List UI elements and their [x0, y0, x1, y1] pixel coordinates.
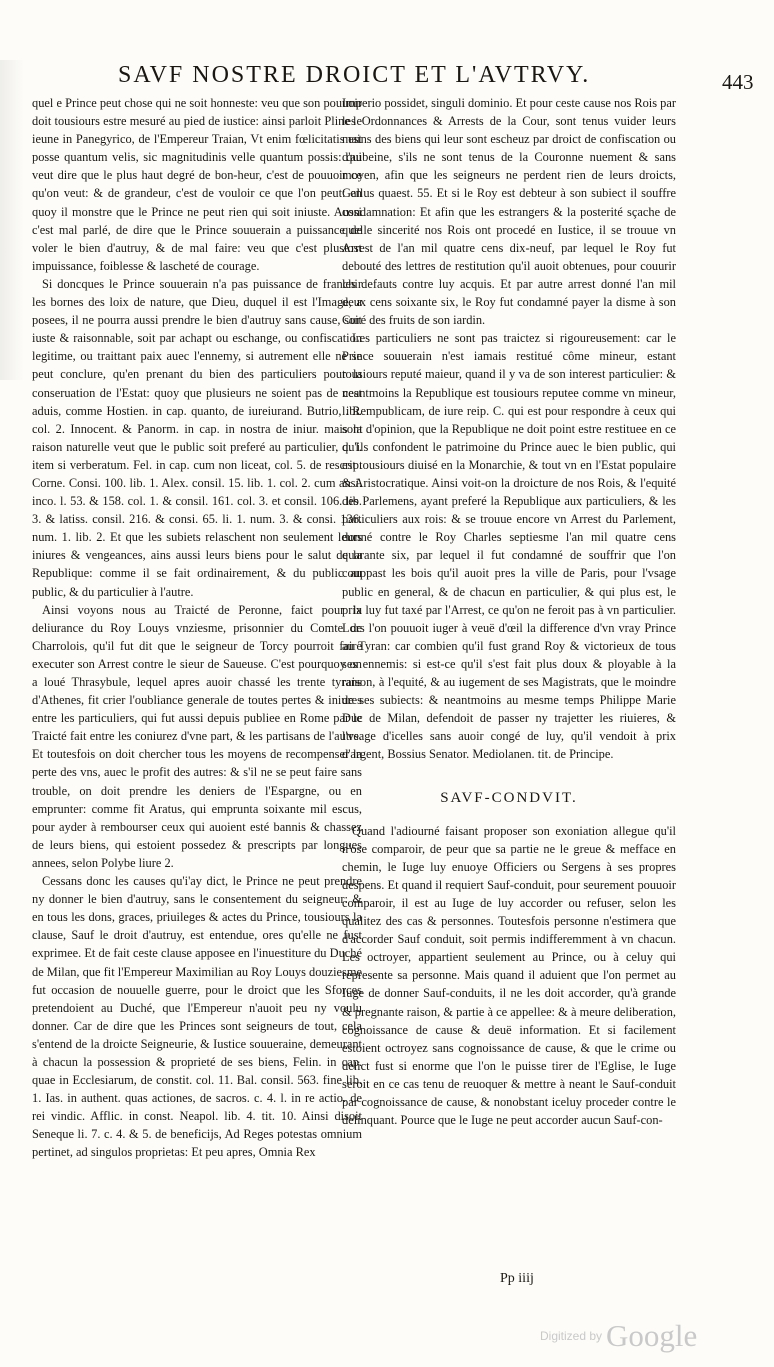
left-paragraph: Cessans donc les causes qu'i'ay dict, le Prince ne peut prendre ny donner le bien d'autruy, sans le consentement du seigneur: & en tous les dons, graces, priuileges & actes du Prince, tousiours la clause, Sauf le droit d'autruy, est entendue, ores qu'elle ne fust exprimee. Et de fait ceste clause apposee en l'inuestiture du Duché de Milan, que fit l'Empereur Maximilian au Roy Louys douziesme fut occasion de nouuelle guerre, pour le droict que les Sforces pretendoient au Duché, que l'Empereur n'auoit peu ny voulu donner. Car de dire que les Princes sont seigneurs de tout, cela s'entend de la droicte Seigneurie, & Iustice souueraine, demeurant à chacun la possession & proprieté de ses biens, Felin. in cap. quae in Ecclesiarum, de constit. col. 11. Bal. consil. 563. fine lib. 1. Ias. in authent. quas actiones, de sacros. c. 4. l. in re actio. de rei vindic. Afflic. in const. Neapol. lib. 4. tit. 10. Ainsi disoit Seneque li. 7. c. 4. & 5. de beneficijs, Ad Reges potestas omnium pertinet, ad singulos proprietas: Et peu apres, Omnia Rex — [32, 874, 362, 1160]
google-logo: Google — [606, 1318, 698, 1353]
left-column — [32, 94, 362, 1274]
left-paragraph: quel e Prince peut chose qui ne soit honneste: veu que son pouuoir doit tousiours estre mesuré au pied de iustice: ainsi parloit Pline le ieune in Panegyrico, de l'Empereur Traian, Vt enim fœlicitatis est posse quantum velis, sic magnitudinis velle quantum possis: qui veut dire que le plus haut degré de bon-heur, c'est de pouuoir ce qu'on veut: & de grandeur, c'est de vouloir ce que l'on peut: en quoy il monstre que le Prince ne peut rien qui soit iniuste. Aussi c'est mal parlé, de dire que le Prince souuerain a puissance de voler le bien d'autruy, & de mal faire: veu que c'est plustost impuissance, foiblesse & lascheté de courage. — [32, 96, 362, 273]
page-number: 443 — [722, 70, 754, 94]
right-paragraph: Imperio possidet, singuli dominio. Et pour ceste cause nos Rois par les Ordonnances & Arrests de la Cour, sont tenus vuider leurs mains des biens qui leur sont escheuz par droict de confiscation ou d'aubeine, s'ils ne sont tenus de la Couronne nuement & sans moyen, afin que les seigneurs ne perdent rien de leurs droicts, Gallus quaest. 55. Et si le Roy est debteur à son subiect il souffre condamnation: Et afin que les estrangers & la posterité sçache de quelle sincerité nos Rois ont procedé en Iustice, il se trouue vn Arrest de l'an mil quatre cens dix-neuf, par lequel le Roy fut debouté des lettres de restitution qu'il auoit obtenues, pour couurir les defauts contre luy acquis. Et par autre arrest donné l'an mil deux cens soixante six, le Roy fut condamné payer la disme à son Curé des fruits de son iardin. — [342, 96, 676, 328]
watermark-prefix: Digitized by — [540, 1329, 603, 1343]
margin-shadow — [0, 60, 24, 380]
running-title: SAVF NOSTRE DROICT ET L'AVTRVY. — [118, 62, 591, 88]
left-paragraph: Ainsi voyons nous au Traicté de Peronne, faict pour la deliurance du Roy Louys vnziesme, prisonnier du Comte de Charrolois, qu'il fut dit que le seigneur de Torcy pourroit faire executer son Arrest contre le sieur de Saueuse. C'est pourquoy on a loué Thrasybule, lequel apres auoir chassé les trente tyrans d'Athenes, fit crier l'oubliance generale de toutes pertes & iniures entre les particuliers, qui fut aussi depuis publiee en Rome par le Traicté fait entre les coniurez d'vne part, & les partisans de l'autre. Et toutesfois on doit chercher tous les moyens de recompenser la perte des vns, auec le profit des autres: & s'il ne se peut faire sans trouble, on doit prendre les deniers de l'Espargne, ou en emprunter: comme fit Aratus, qui emprunta soixante mil escus, pour ayder à rembourser ceux qui auoient esté bannis & chassez de leurs biens, qui estoient possedez & prescripts par longues annees, selon Polybe liure 2. — [32, 602, 362, 870]
right-column — [342, 94, 676, 1314]
left-paragraph: Si doncques le Prince souuerain n'a pas puissance de franchir les bornes des loix de nature, que Dieu, duquel il est l'Image, a posees, il ne pourra aussi prendre le bien d'autruy sans cause, soit iuste & raisonnable, soit par achapt ou eschange, ou confiscation legitime, ou traittant paix auec l'ennemy, si autrement elle ne se peut conclure, qu'en prenant du bien des particuliers pour la conseruation de l'Estat: quoy que plusieurs ne soient pas de cest aduis, comme Hostien. in cap. quanto, de iureiurand. Butrio, ibi. col. 2. Innocent. & Panorm. in cap. in nostra de iniur. mais la raison naturelle veut que le public soit preferé au particulier, d. l. item si verberatum. Fel. in cap. cum non liceat, col. 5. de rescrip. Corne. Consi. 100. lib. 1. Alex. consil. 15. lib. 1. col. 2. cum ansi. inco. l. 53. & 158. col. 1. & consil. 161. col. 3. et consil. 106. lib. 3. & latiss. consil. 216. & consi. 65. li. 1. num. 3. & consi. 136. num. 1. lib. 2. Et que les subiets relaschent non seulement leurs iniures & vengeances, ains aussi leurs biens pour le salut de la Republique: comme il se fait ordinairement, & du public au public, & du particulier à l'autre. — [32, 276, 362, 599]
right-paragraph: Les particuliers ne sont pas traictez si rigoureusement: car le Prince souuerain n'est iamais restitué côme mineur, estant tousiours reputé maieur, quand il y va de son interest particulier: & neantmoins la Republique est tousiours reputee comme vn mineur, l. Rempublicam, de iure reip. C. qui est pour respondre à ceux qui sont d'opinion, que la Republique ne doit point estre restituee en ce qu'ils confondent le patrimoine du Prince auec le bien public, qui est tousiours diuisé en la Monarchie, & tout vn en l'Estat populaire & Aristocratique. Ainsi voit-on la droicture de nos Rois, & l'equité des Parlemens, ayant preferé la Republique aux particuliers, & les particuliers aux rois: & se trouue encore vn Arrest du Parlement, donné contre le Roy Charles septiesme l'an mil quatre cens quarante six, par lequel il fut condamné de souffrir que l'on couppast les bois qu'il auoit pres la ville de Paris, pour l'vsage public en general, & de chacun en particulier, & qui plus est, le prix luy fut taxé par l'Arrest, ce qu'on ne feroit pas à vn particulier. Lors l'on pouuoit iuger à veuë d'œil la difference d'vn vray Prince au Tyran: car combien qu'il fust grand Roy & victorieux de tous ses ennemis: si est-ce qu'il s'est fait plus doux & ployable à la raison, à l'equité, & au iugement de ses Magistrats, que le moindre de ses subiects: & neantmoins au mesme temps Philippe Marie Duc de Milan, defendoit de passer ny trajetter les riuieres, & l'vsage d'icelles sans auoir congé de luy, qu'il vendoit à prix d'argent, Bossius Senator. Mediolanen. tit. de Principe. — [342, 331, 676, 762]
section-heading: SAVF-CONDVIT. — [440, 790, 578, 807]
digitized-by-watermark — [540, 1318, 697, 1354]
section-paragraph: Quand l'adiourné faisant proposer son exoniation allegue qu'il n'ose comparoir, de peur que sa partie ne le greue & mefface en chemin, le Iuge luy enuoye Officiers ou Sergens à ses propres despens. Et quand il requiert Sauf-conduit, pour seurement pouuoir comparoir, il est au Iuge de luy accorder ou refuser, selon les qualitez des cas & personnes. Toutesfois personne n'estimera que d'accorder Sauf conduit, soit permis indifferemment à vn chacun. Les octroyer, appartient seulement au Prince, ou à celuy qui represente sa personne. Mais quand il aduient que l'on permet au Iuge de donner Sauf-conduits, il ne les doit accorder, qu'à grande & pregnante raison, & partie à ce appellee: & à meure deliberation, cognoissance de cause & deuë information. Et si facilement estoient octroyez sans cognoissance de cause, & que le crime ou delict fust si enorme que l'on le puisse tirer de l'Eglise, le Iuge seroit en ce cas tenu de reuoquer & mettre à neant le Sauf-conduit par cognoissance de cause, & nonobstant iceluy proceder contre le delinquant. Pource que le Iuge ne peut accorder aucun Sauf-con- — [342, 823, 676, 1128]
signature-mark: Pp iiij — [500, 1271, 534, 1286]
